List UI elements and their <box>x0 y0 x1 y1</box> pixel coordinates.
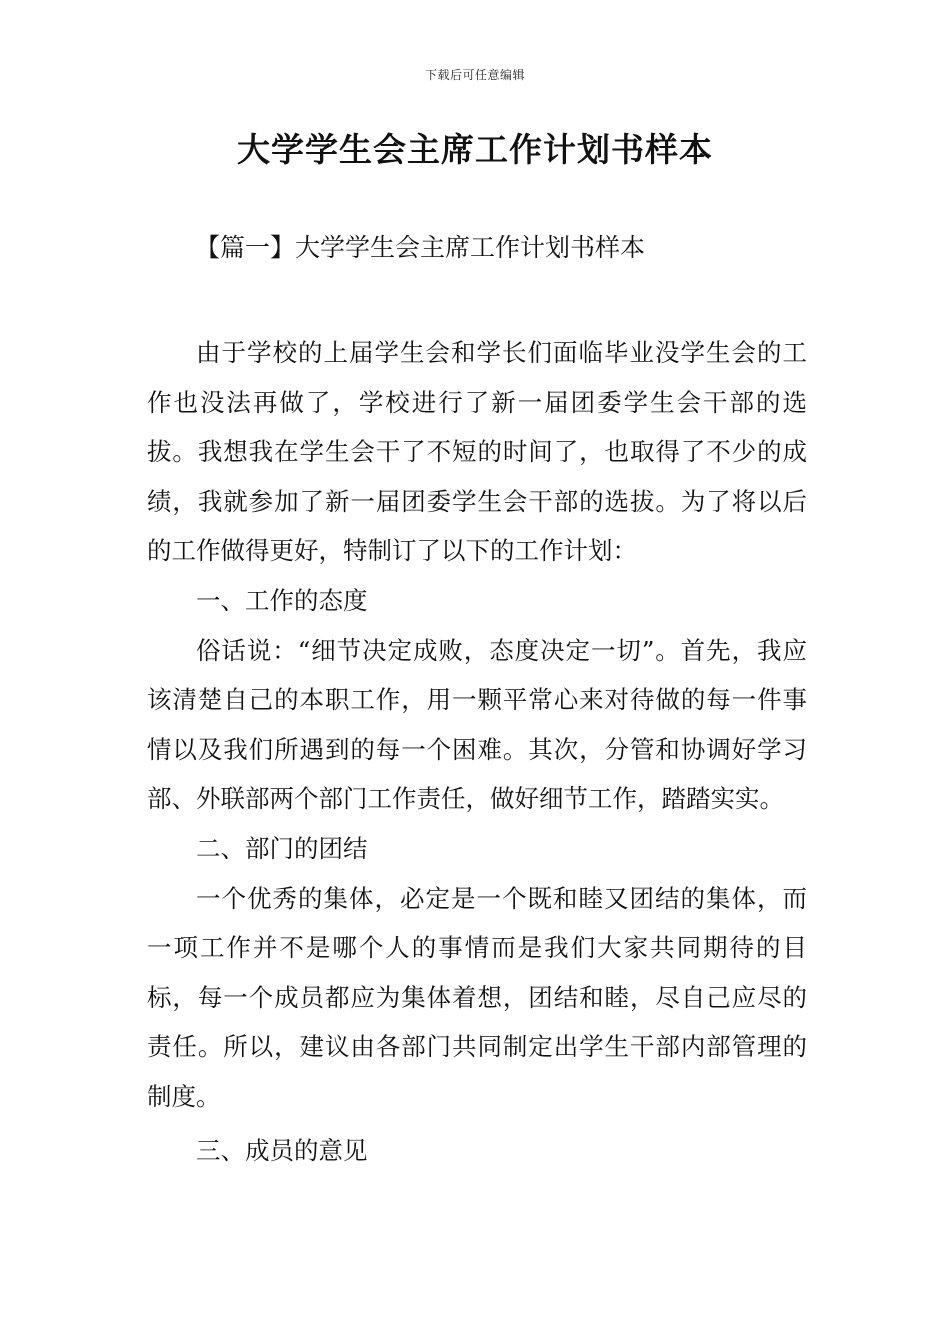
section-heading-opinions: 三、成员的意见 <box>196 1135 368 1165</box>
body-paragraph-attitude: 俗话说：“细节决定成败，态度决定一切”。首先，我应该清楚自己的本职工作，用一颗平常心来对待做的每一件事情以及我们所遇到的每一个困难。其次，分管和协调好学习部、外联部两个部门工作责任，做好细节工作，踏踏实实。 <box>147 635 807 814</box>
document-title: 大学学生会主席工作计划书样本 <box>237 130 713 169</box>
section-heading-unity: 二、部门的团结 <box>196 833 368 863</box>
document-body <box>147 328 807 1175</box>
header-note: 下载后可任意编辑 <box>424 68 525 82</box>
section-subtitle: 【篇一】大学学生会主席工作计划书样本 <box>195 233 646 262</box>
section-heading-attitude: 一、工作的态度 <box>196 585 368 615</box>
body-paragraph-intro: 由于学校的上届学生会和学长们面临毕业没学生会的工作也没法再做了，学校进行了新一届团委学生会干部的选拔。我想我在学生会干了不短的时间了，也取得了不少的成绩，我就参加了新一届团委学生会干部的选拔。为了将以后的工作做得更好，特制订了以下的工作计划： <box>147 338 807 566</box>
body-paragraph-unity: 一个优秀的集体，必定是一个既和睦又团结的集体，而一项工作并不是哪个人的事情而是我们大家共同期待的目标，每一个成员都应为集体着想，团结和睦，尽自己应尽的责任。所以，建议由各部门共同制定出学生干部内部管理的制度。 <box>147 883 807 1111</box>
